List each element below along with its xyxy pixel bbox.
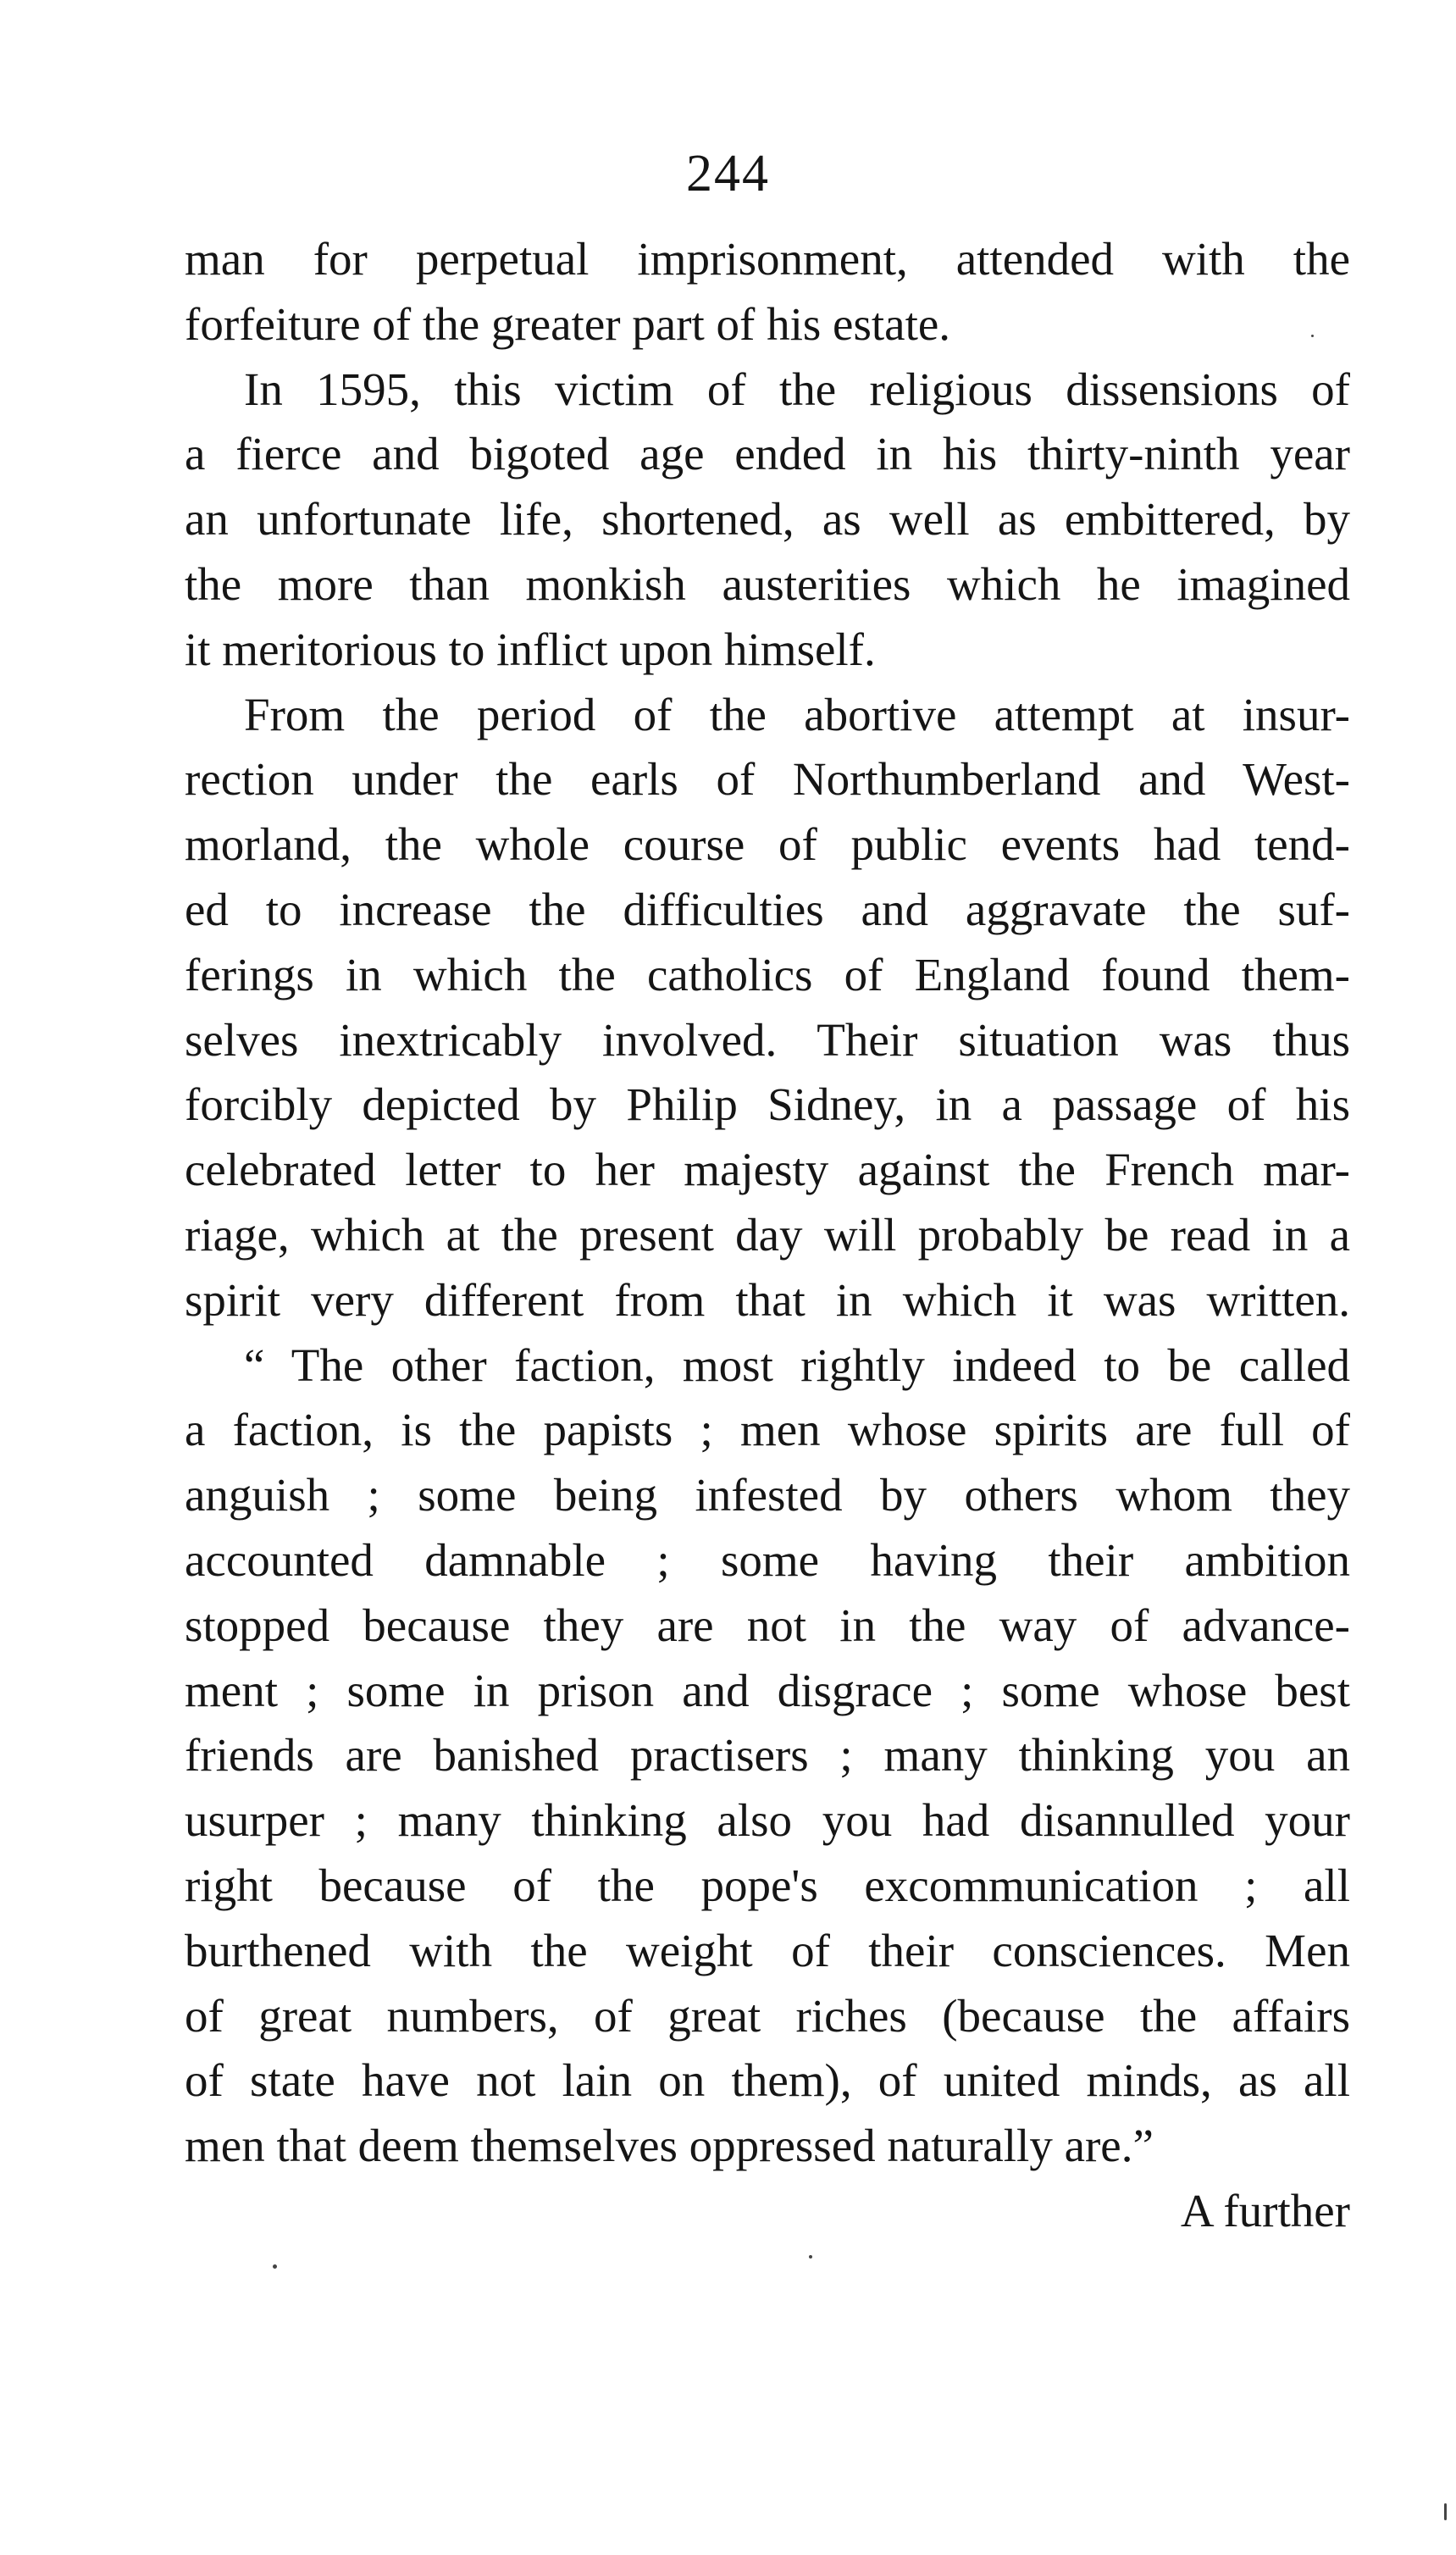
- ink-speck: [1311, 335, 1314, 337]
- page-number: 244: [686, 145, 770, 202]
- text-line: ed to increase the difficulties and aggravate the suf-: [185, 883, 1350, 935]
- text-line: ment ; some in prison and disgrace ; some whose best: [185, 1664, 1350, 1716]
- text-line: burthened with the weight of their consciences. Men: [185, 1924, 1350, 1976]
- text-line: a faction, is the papists ; men whose spirits are full of: [185, 1404, 1350, 1456]
- text-line: riage, which at the present day will probably be read in a: [185, 1208, 1350, 1261]
- text-line: the more than monkish austerities which he imagined: [185, 557, 1350, 610]
- text-line: morland, the whole course of public events had tend-: [185, 818, 1350, 871]
- text-line: of great numbers, of great riches (because the affairs: [185, 1989, 1350, 2042]
- text-line: anguish ; some being infested by others whom they: [185, 1469, 1350, 1521]
- paragraph: [185, 683, 1350, 1333]
- text-line: friends are banished practisers ; many thinking you an: [185, 1729, 1350, 1782]
- text-line: a fierce and bigoted age ended in his thirty-ninth year: [185, 428, 1350, 480]
- text-line: man for perpetual imprisonment, attended with the: [185, 233, 1350, 285]
- text-line: stopped because they are not in the way of advance-: [185, 1599, 1350, 1651]
- body-text: [185, 227, 1350, 2244]
- ink-speck: [273, 2264, 277, 2269]
- text-line: spirit very different from that in which it was written.: [185, 1273, 1350, 1326]
- text-line: accounted damnable ; some having their ambition: [185, 1533, 1350, 1586]
- text-line: an unfortunate life, shortened, as well as embittered, by: [185, 493, 1350, 546]
- text-line: In 1595, this victim of the religious dissensions of: [244, 363, 1350, 415]
- ink-speck: [809, 2255, 812, 2258]
- text-line: of state have not lain on them), of united minds, as all: [185, 2054, 1350, 2107]
- text-line: usurper ; many thinking also you had disannulled your: [185, 1794, 1350, 1847]
- text-line: forcibly depicted by Philip Sidney, in a passage of his: [185, 1078, 1350, 1131]
- text-line: “ The other faction, most rightly indeed to be called: [244, 1338, 1350, 1391]
- paragraph: [185, 227, 1350, 357]
- text-line: forfeiture of the greater part of his estate.: [185, 297, 951, 350]
- ink-speck: [1444, 2503, 1447, 2520]
- text-line: ferings in which the catholics of England found them-: [185, 948, 1350, 1000]
- text-line: it meritorious to inflict upon himself.: [185, 623, 876, 675]
- quotation-paragraph: [185, 1333, 1350, 2179]
- text-line: From the period of the abortive attempt at insur-: [244, 688, 1350, 740]
- text-line: rection under the earls of Northumberland and West-: [185, 753, 1350, 806]
- text-line: men that deem themselves oppressed naturally are.”: [185, 2120, 1154, 2172]
- text-line: selves inextricably involved. Their situation was thus: [185, 1013, 1350, 1066]
- text-line-italic-run: celebrated letter to her majesty against the French mar-: [185, 1144, 1350, 1196]
- catchword: A further: [1180, 2184, 1350, 2236]
- text-line: right because of the pope's excommunication ; all: [185, 1859, 1350, 1911]
- paragraph: [185, 357, 1350, 683]
